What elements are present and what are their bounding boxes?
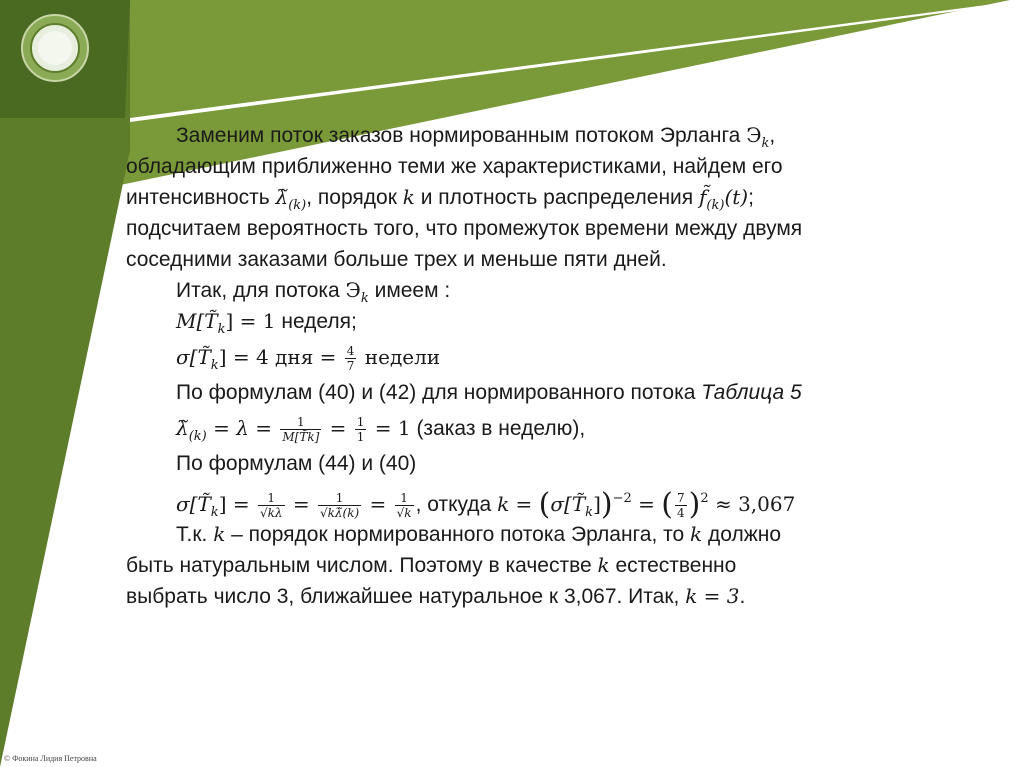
paren: ( — [661, 487, 673, 522]
fraction — [395, 491, 414, 520]
fraction — [675, 491, 687, 520]
subscript: k — [761, 136, 770, 151]
text: недели — [358, 345, 441, 369]
text: (заказ в неделю), — [410, 417, 586, 440]
f-symbol: f̃ — [699, 185, 707, 209]
text: – порядок нормированного потока Эрланга, то — [225, 523, 691, 546]
paragraph1-line4: подсчитаем вероятность того, что промежуток времени между двумя — [126, 217, 803, 240]
formulas1-line — [126, 377, 966, 408]
argument: (t) — [724, 185, 749, 209]
text: По формулам (40) и (42) для нормированного потока — [176, 381, 702, 404]
subscript: k — [210, 505, 219, 520]
copyright-footer: © Фокина Лидия Петровна — [4, 754, 97, 763]
lambda-symbol: λ̃ — [176, 416, 189, 440]
text: Итак, для потока — [176, 279, 346, 302]
lambda-symbol: λ̃ — [275, 185, 289, 209]
math: = 1 — [368, 416, 411, 440]
erlang-symbol: Э — [746, 123, 762, 147]
denominator: M[T̃k] — [282, 429, 320, 444]
mean-line — [126, 306, 966, 337]
text: , — [769, 124, 776, 147]
text: , порядок — [306, 186, 403, 209]
text: выбрать число 3, ближайшее натуральное к 3,067. Итак, — [126, 585, 686, 608]
math: = — [363, 492, 393, 516]
math: = — [631, 492, 662, 516]
numerator: 1 — [318, 491, 361, 506]
math: M[T̃ — [176, 309, 218, 333]
denominator: √kλ — [259, 505, 283, 520]
numerator: 1 — [258, 491, 285, 506]
paragraph1-line1 — [126, 120, 966, 151]
subscript: (k) — [188, 429, 207, 444]
erlang-symbol: Э — [345, 278, 361, 302]
conclusion-line1 — [126, 519, 966, 550]
fraction — [318, 491, 361, 520]
table-reference: Таблица 5 — [701, 381, 802, 404]
k-symbol: k — [402, 185, 415, 209]
conclusion-line2 — [126, 550, 966, 581]
fraction — [355, 415, 367, 444]
math: ] — [593, 492, 601, 516]
math: σ[T̃ — [176, 492, 211, 516]
paragraph1-line5: соседними заказами больше трех и меньше пяти дней. — [126, 248, 667, 271]
text: естественно — [609, 554, 737, 577]
subscript: k — [585, 505, 594, 520]
formulas2-line: По формулам (44) и (40) — [176, 452, 417, 475]
lambda-equation-line — [126, 408, 966, 448]
denominator: √kλ̃(k) — [319, 505, 360, 520]
math: = — [286, 492, 316, 516]
numerator: 1 — [395, 491, 414, 506]
math: σ[T̃ — [176, 345, 211, 369]
fraction — [345, 344, 357, 373]
math: = — [323, 416, 353, 440]
decorative-circle-inner — [38, 31, 72, 65]
subscript: k — [360, 291, 369, 306]
math: = λ = — [206, 416, 279, 440]
text: интенсивность — [126, 186, 276, 209]
denominator: 4 — [676, 505, 685, 520]
numerator: 1 — [280, 415, 321, 430]
text: , откуда — [415, 493, 498, 516]
conclusion-line3 — [126, 581, 966, 612]
denominator: 7 — [346, 358, 355, 373]
math: ] = 1 — [225, 309, 276, 333]
text: . — [739, 585, 746, 608]
numerator: 1 — [356, 414, 365, 429]
math: ≈ 3,067 — [708, 492, 796, 516]
math: ] = 4 дня = — [218, 345, 343, 369]
paren: ( — [538, 487, 551, 522]
numerator: 4 — [346, 343, 355, 358]
slide-body — [126, 120, 966, 612]
math: ] = — [218, 492, 256, 516]
text: и плотность распределения — [414, 186, 699, 209]
numerator: 7 — [676, 490, 685, 505]
paren: ) — [600, 487, 613, 522]
subscript: (k) — [706, 198, 725, 213]
exponent: −2 — [612, 491, 632, 506]
math: k = 3 — [685, 584, 740, 608]
sigma-line — [126, 337, 966, 377]
subscript: (k) — [288, 198, 307, 213]
text: имеем : — [368, 279, 451, 302]
fraction — [280, 415, 321, 444]
sigma-equation-line — [126, 479, 966, 522]
denominator: 1 — [356, 429, 365, 444]
math: σ[T̃ — [550, 492, 586, 516]
paragraph1-line2: обладающим приближенно теми же характеристиками, найдем его — [126, 155, 783, 178]
text: быть натуральным числом. Поэтому в качестве — [126, 554, 598, 577]
subscript: k — [217, 322, 226, 337]
text: должно — [702, 523, 782, 546]
exponent: 2 — [700, 491, 709, 506]
k-symbol: k — [690, 522, 703, 546]
itak-line — [126, 275, 966, 306]
text: ; — [748, 186, 754, 209]
text: Заменим поток заказов нормированным потоком Эрланга — [176, 124, 747, 147]
text: Т.к. — [176, 523, 214, 546]
fraction — [258, 491, 285, 520]
text: неделя; — [275, 310, 357, 333]
paragraph1-line3 — [126, 182, 966, 213]
k-symbol: k — [213, 522, 226, 546]
subscript: k — [210, 358, 219, 373]
denominator: √k — [396, 505, 412, 520]
k-symbol: k — [597, 553, 610, 577]
paren: ) — [688, 487, 701, 522]
math: k = — [497, 492, 539, 516]
